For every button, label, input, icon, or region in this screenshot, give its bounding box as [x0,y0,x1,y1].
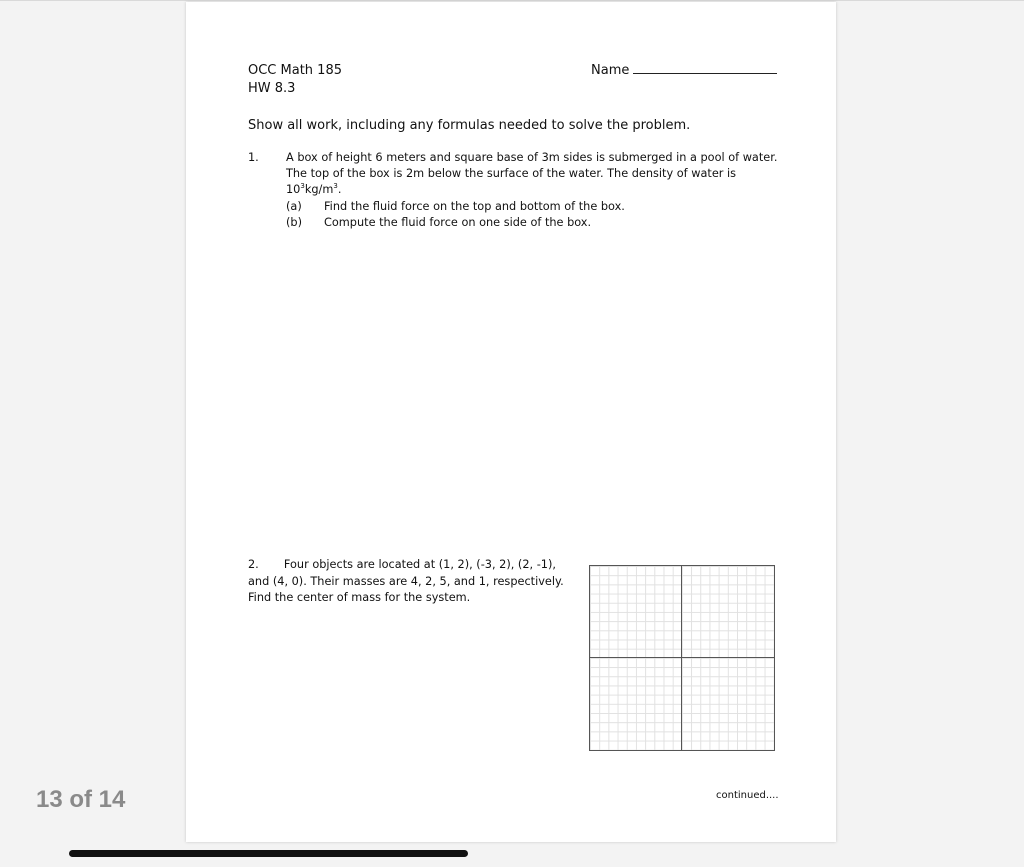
density-base: 10 [286,183,301,196]
density-exponent: 3 [300,182,305,191]
page-indicator: 13 of 14 [36,786,126,813]
course-title: OCC Math 185 [248,63,342,78]
q1-part-a-text: Find the fluid force on the top and bottom of the box. [324,200,625,213]
horizontal-scrollbar[interactable] [69,850,468,857]
name-label: Name [591,63,630,78]
q1-line2: The top of the box is 2m below the surface of the water. The density of water is [286,167,737,180]
density-unit-exponent: 3 [333,182,338,191]
graph-paper-grid [589,565,775,751]
q2-block [248,557,578,607]
grid-x-axis [590,657,774,658]
density-unit: kg/m [304,183,334,196]
q1-part-b-text: Compute the fluid force on one side of the box. [324,216,592,229]
q2-text: Four objects are located at (1, 2), (-3, 2), (2, -1), and (4, 0). Their masses are 4, 2, 5, and 1, respectively. Find the center of mass for the system. [248,558,564,604]
name-field [591,63,777,79]
q2-number: 2. [248,558,259,571]
assignment-title: HW 8.3 [248,81,296,96]
q1-line1: A box of height 6 meters and square base of 3m sides is submerged in a pool of water. [286,151,778,164]
q1-density [286,182,341,198]
top-divider [0,0,1024,1]
grid-y-axis [681,566,682,750]
document-page [186,2,836,842]
q1-number: 1. [248,151,259,164]
name-blank-line [633,63,777,74]
continued-note: continued.... [716,790,779,801]
instructions: Show all work, including any formulas needed to solve the problem. [248,118,691,133]
q1-part-b-label: (b) [286,216,302,229]
density-end: . [337,183,342,196]
q1-part-a-label: (a) [286,200,302,213]
